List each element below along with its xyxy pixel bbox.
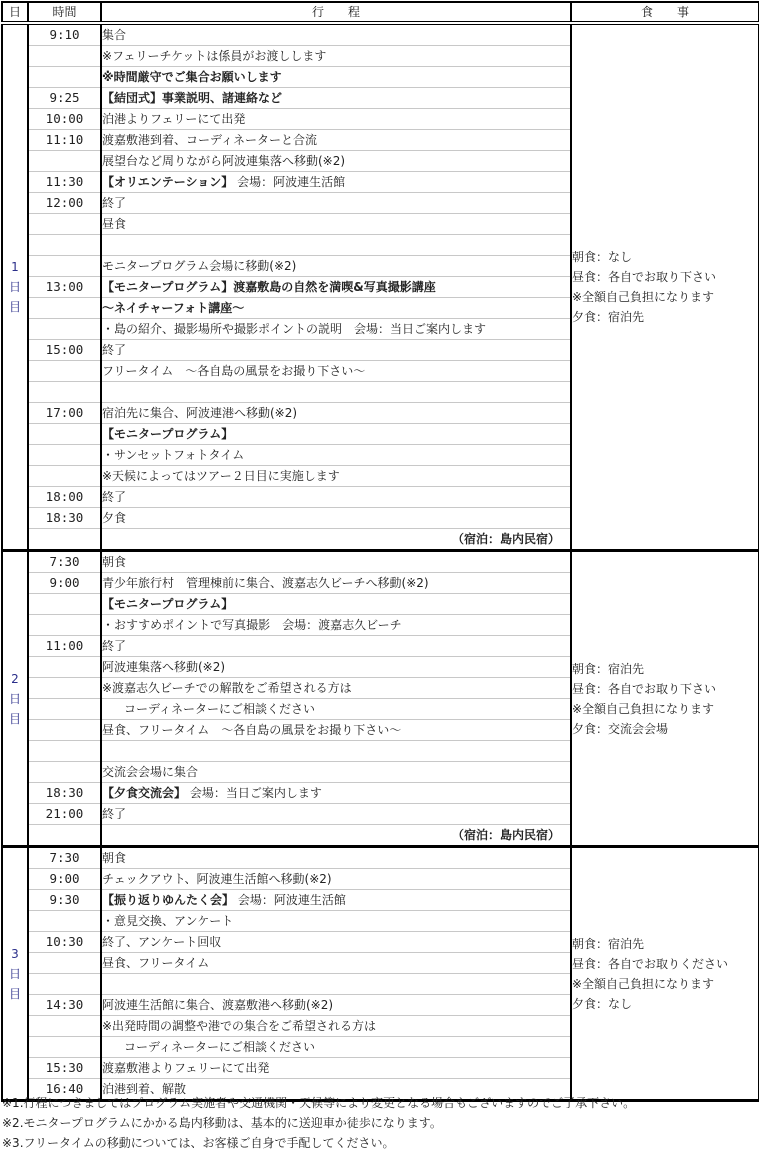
itinerary-text: 会場：阿波連生活館 [233, 175, 346, 189]
itinerary-cell [101, 974, 571, 995]
time-cell [28, 1037, 101, 1058]
itinerary-cell [101, 340, 571, 361]
meals-cell [571, 551, 759, 847]
time-cell [28, 319, 101, 340]
itinerary-text: 渡嘉敷港到着、コーディネーターと合流 [102, 133, 318, 147]
time-cell: 11:30 [28, 172, 101, 193]
itinerary-text: 宿泊先に集合、阿波連港へ移動(※2) [102, 406, 298, 420]
itinerary-text: 夕食 [102, 511, 127, 525]
time-cell: 14:30 [28, 995, 101, 1016]
meals-cell [571, 847, 759, 1101]
footnote-3: ※3.フリータイムの移動については、お客様ご自身で手配してください。 [2, 1136, 395, 1150]
header-meals: 食 事 [571, 2, 759, 23]
time-cell [28, 46, 101, 67]
time-cell [28, 214, 101, 235]
itinerary-cell [101, 804, 571, 825]
time-cell [28, 151, 101, 172]
itinerary-cell [101, 594, 571, 615]
time-cell: 10:00 [28, 109, 101, 130]
day-label-char: 目 [8, 300, 21, 314]
itinerary-text: 会場：阿波連生活館 [234, 893, 346, 907]
itinerary-cell [101, 46, 571, 67]
day-label [2, 23, 28, 551]
lodging-note [101, 529, 571, 551]
itinerary-cell [101, 720, 571, 741]
time-cell: 21:00 [28, 804, 101, 825]
itinerary-text: 泊港到着、解散 [102, 1082, 187, 1096]
itinerary-text: （宿泊：島内民宿） [451, 532, 560, 546]
itinerary-text: 終了 [102, 639, 127, 653]
time-cell: 12:00 [28, 193, 101, 214]
itinerary-cell [101, 88, 571, 109]
itinerary-cell [101, 424, 571, 445]
itinerary-text: 青少年旅行村 管理棟前に集合、渡嘉志久ビーチへ移動(※2) [102, 576, 429, 590]
itinerary-text: ・おすすめポイントで写真撮影 会場：渡嘉志久ビーチ [102, 618, 402, 632]
itinerary-event-title: 【オリエンテーション】 [102, 175, 234, 189]
meal-line: 朝食：なし [572, 250, 633, 264]
itinerary-text: 【結団式】事業説明、諸連絡など [102, 91, 283, 105]
time-cell [28, 424, 101, 445]
itinerary-cell [101, 847, 571, 869]
itinerary-text: 【モニタープログラム】 [102, 427, 234, 441]
itinerary-text: 昼食 [102, 217, 127, 231]
itinerary-text: 昼食、フリータイム [102, 956, 210, 970]
time-cell: 18:00 [28, 487, 101, 508]
itinerary-cell [101, 741, 571, 762]
meal-line: 夕食：なし [572, 996, 633, 1011]
itinerary-event-title: 【振り返りゆんたく会】 [102, 893, 235, 907]
time-cell [28, 529, 101, 551]
day-label-char: 日 [8, 966, 21, 981]
time-cell: 7:30 [28, 551, 101, 573]
day-label [2, 847, 28, 1101]
itinerary-text: 集合 [102, 28, 127, 42]
meal-line: 昼食：各自でお取り下さい [572, 270, 717, 284]
itinerary-text: ・サンセットフォトタイム [102, 448, 245, 462]
itinerary-cell [101, 1037, 571, 1058]
itinerary-cell [101, 256, 571, 277]
time-cell [28, 594, 101, 615]
header-itinerary: 行 程 [101, 2, 571, 23]
time-cell [28, 678, 101, 699]
itinerary-text: 【モニタープログラム】渡嘉敷島の自然を満喫&写真撮影講座 [102, 280, 436, 294]
itinerary-cell [101, 869, 571, 890]
itinerary-text: ※渡嘉志久ビーチでの解散をご希望される方は [102, 681, 352, 695]
itinerary-cell [101, 298, 571, 319]
itinerary-cell [101, 235, 571, 256]
itinerary-cell [101, 508, 571, 529]
itinerary-text: ※天候によってはツアー２日目に実施します [102, 469, 340, 483]
meal-line: ※全額自己負担になります [572, 976, 715, 991]
itinerary-cell [101, 277, 571, 298]
time-cell: 11:10 [28, 130, 101, 151]
schedule-row [2, 847, 759, 869]
itinerary-cell [101, 762, 571, 783]
itinerary-text: 渡嘉敷港よりフェリーにて出発 [102, 1061, 270, 1075]
itinerary-cell [101, 361, 571, 382]
meal-line: ※全額自己負担になります [572, 701, 715, 716]
itinerary-cell [101, 636, 571, 657]
itinerary-text: ※時間厳守でご集合お願いします [102, 70, 282, 84]
time-cell [28, 382, 101, 403]
schedule-row [2, 551, 759, 573]
itinerary-text: ～ネイチャーフォト講座～ [102, 301, 245, 315]
time-cell: 18:30 [28, 783, 101, 804]
time-cell: 9:25 [28, 88, 101, 109]
time-cell [28, 298, 101, 319]
day-label-char: 1 [11, 260, 19, 274]
itinerary-text: 会場：当日ご案内します [186, 786, 322, 800]
time-cell [28, 974, 101, 995]
day-label-char: 目 [8, 986, 21, 1001]
footnotes [2, 1093, 635, 1153]
itinerary-text: 朝食 [102, 851, 127, 865]
itinerary-cell [101, 109, 571, 130]
itinerary-text: 終了 [102, 196, 127, 210]
meal-line: 昼食：各自でお取り下さい [572, 681, 717, 696]
time-cell [28, 1016, 101, 1037]
itinerary-text: 展望台など周りながら阿波連集落へ移動(※2) [102, 154, 346, 168]
itinerary-cell [101, 911, 571, 932]
itinerary-text: ・島の紹介、撮影場所や撮影ポイントの説明 会場：当日ご案内します [102, 322, 487, 336]
time-cell [28, 825, 101, 847]
time-cell [28, 67, 101, 88]
itinerary-cell [101, 699, 571, 720]
itinerary-text: フリータイム ～各自島の風景をお撮り下さい～ [102, 364, 366, 378]
lodging-note [101, 825, 571, 847]
time-cell: 16:40 [28, 1079, 101, 1101]
time-cell: 7:30 [28, 847, 101, 869]
day-label-char: 日 [8, 280, 21, 294]
itinerary-cell [101, 1058, 571, 1079]
time-cell: 17:00 [28, 403, 101, 424]
itinerary-text: ※フェリーチケットは係員がお渡しします [102, 49, 327, 63]
itinerary-text: 泊港よりフェリーにて出発 [102, 112, 246, 126]
day-label-char: 2 [11, 671, 19, 686]
itinerary-cell [101, 151, 571, 172]
time-cell [28, 699, 101, 720]
itinerary-cell [101, 67, 571, 88]
itinerary-text: 終了 [102, 807, 127, 821]
itinerary-cell [101, 130, 571, 151]
header-row [2, 2, 759, 23]
itinerary-cell [101, 890, 571, 911]
time-cell [28, 466, 101, 487]
time-cell [28, 361, 101, 382]
itinerary-cell [101, 23, 571, 46]
itinerary-text: 交流会会場に集合 [102, 765, 199, 779]
itinerary-cell [101, 193, 571, 214]
itinerary-table [1, 1, 759, 1102]
itinerary-cell [101, 403, 571, 424]
time-cell [28, 953, 101, 974]
itinerary-text: 終了 [102, 343, 127, 357]
itinerary-cell [101, 615, 571, 636]
itinerary-cell [101, 214, 571, 235]
meal-line: 昼食：各自でお取りください [572, 956, 729, 971]
itinerary-text: チェックアウト、阿波連生活館へ移動(※2) [102, 872, 332, 886]
schedule-body [2, 23, 759, 1101]
day-label-char: 目 [8, 711, 21, 726]
itinerary-cell [101, 172, 571, 193]
itinerary-cell [101, 995, 571, 1016]
footnote-2: ※2.モニタープログラムにかかる島内移動は、基本的に送迎車か徒歩になります。 [2, 1116, 442, 1130]
schedule-row [2, 23, 759, 46]
day-label [2, 551, 28, 847]
time-cell: 15:00 [28, 340, 101, 361]
time-cell [28, 911, 101, 932]
itinerary-text: ・意見交換、アンケート [102, 914, 234, 928]
time-cell: 11:00 [28, 636, 101, 657]
itinerary-cell [101, 319, 571, 340]
time-cell: 13:00 [28, 277, 101, 298]
time-cell [28, 235, 101, 256]
itinerary-cell [101, 657, 571, 678]
time-cell: 9:10 [28, 23, 101, 46]
time-cell [28, 256, 101, 277]
time-cell [28, 445, 101, 466]
itinerary-cell [101, 382, 571, 403]
itinerary-cell [101, 551, 571, 573]
time-cell: 15:30 [28, 1058, 101, 1079]
header-day: 日 [2, 2, 28, 23]
itinerary-cell [101, 573, 571, 594]
time-cell [28, 720, 101, 741]
header-time: 時間 [28, 2, 101, 23]
itinerary-text: モニタープログラム会場に移動(※2) [102, 259, 297, 273]
meal-line: 朝食：宿泊先 [572, 661, 645, 676]
meal-line: 朝食：宿泊先 [572, 936, 645, 951]
time-cell: 18:30 [28, 508, 101, 529]
meals-cell [571, 23, 759, 551]
itinerary-text: 終了、アンケート回収 [102, 935, 222, 949]
itinerary-cell [101, 953, 571, 974]
time-cell: 9:00 [28, 869, 101, 890]
time-cell: 9:30 [28, 890, 101, 911]
day-label-char: 日 [8, 691, 21, 706]
time-cell: 10:30 [28, 932, 101, 953]
meal-line: 夕食：交流会会場 [572, 721, 669, 736]
meal-line: ※全額自己負担になります [572, 290, 715, 304]
footnote-1: ※1.行程につきましてはプログラム実施者や交通機関・天候等により変更となる場合もございますのでご了承下さい。 [2, 1096, 636, 1110]
time-cell [28, 741, 101, 762]
itinerary-text: ※出発時間の調整や港での集合をご希望される方は [102, 1019, 377, 1033]
itinerary-cell [101, 466, 571, 487]
itinerary-cell [101, 1016, 571, 1037]
time-cell [28, 657, 101, 678]
itinerary-cell [101, 678, 571, 699]
time-cell [28, 615, 101, 636]
itinerary-cell [101, 487, 571, 508]
itinerary-event-title: 【夕食交流会】 [102, 786, 187, 800]
itinerary-text: 昼食、フリータイム ～各自島の風景をお撮り下さい～ [102, 723, 402, 737]
itinerary-text: 朝食 [102, 555, 127, 569]
itinerary-text: 【モニタープログラム】 [102, 597, 234, 611]
itinerary-text: 終了 [102, 490, 127, 504]
day-label-char: 3 [11, 946, 19, 961]
itinerary-text: （宿泊：島内民宿） [451, 828, 560, 842]
itinerary-text: 阿波連集落へ移動(※2) [102, 660, 226, 674]
time-cell: 9:00 [28, 573, 101, 594]
meal-line: 夕食：宿泊先 [572, 310, 645, 324]
itinerary-text: コーディネーターにご相談ください [124, 702, 316, 716]
itinerary-text: 阿波連生活館に集合、渡嘉敷港へ移動(※2) [102, 998, 334, 1012]
itinerary-cell [101, 932, 571, 953]
time-cell [28, 762, 101, 783]
itinerary-text: コーディネーターにご相談ください [124, 1040, 316, 1054]
itinerary-cell [101, 783, 571, 804]
itinerary-cell [101, 445, 571, 466]
